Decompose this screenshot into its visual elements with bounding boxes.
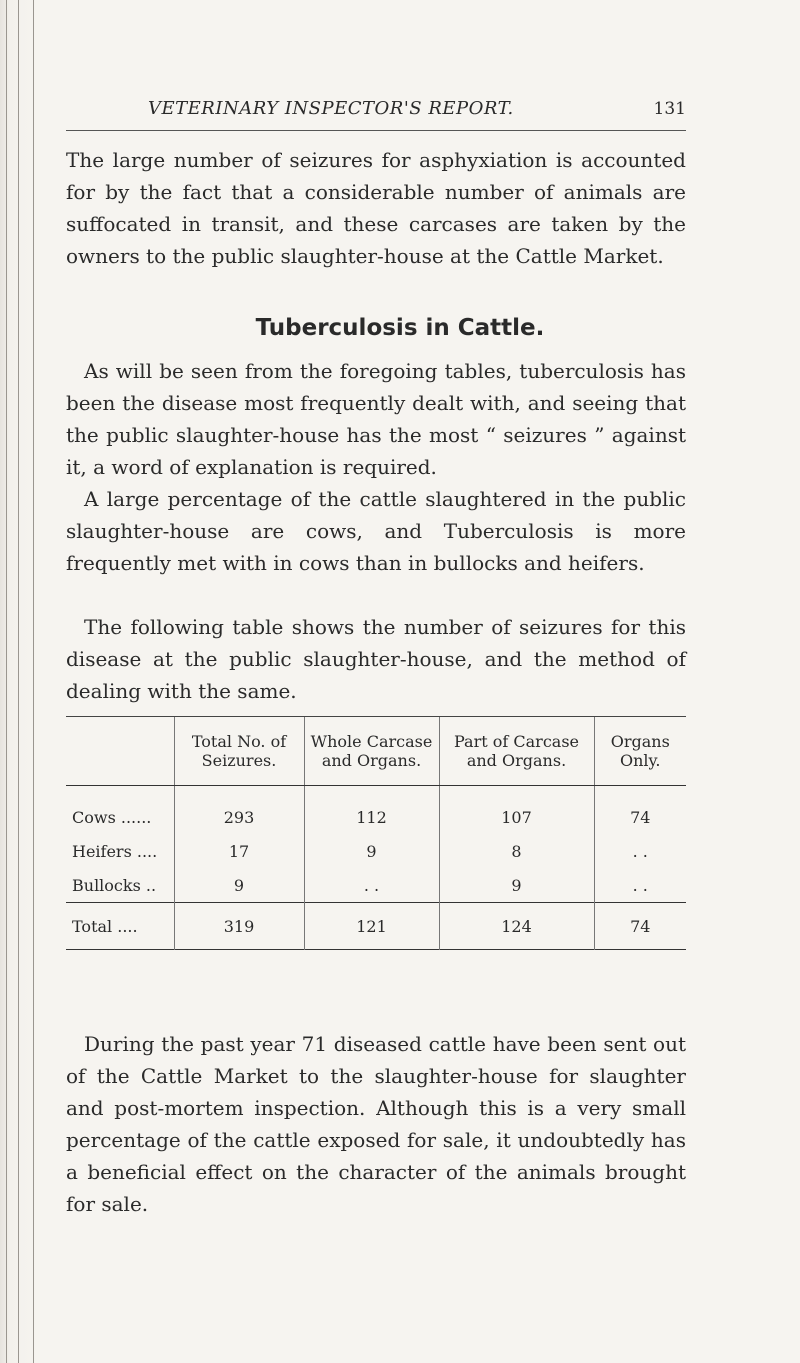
gutter-line: [18, 0, 19, 1363]
header-cell: Whole Carcase and Organs.: [304, 717, 439, 786]
cell-whole: 112: [304, 786, 439, 835]
cell-whole: 121: [304, 903, 439, 950]
cell-part: 124: [439, 903, 594, 950]
table-header-row: [66, 717, 686, 786]
row-label: Bullocks ..: [72, 875, 157, 895]
page-number: 131: [653, 99, 686, 119]
header-cell: Total No. of Seizures.: [174, 717, 304, 786]
paragraph-tuberculosis-intro: As will be seen from the foregoing tables, tuberculosis has been the disease most frequently dealt with, and seeing that the public slaughter-house has the most “ seizures ” against it, a word of explanation is required.: [66, 359, 686, 479]
cell-organs: 74: [594, 903, 686, 950]
cell-organs: . .: [594, 868, 686, 903]
cell-whole: . .: [304, 868, 439, 903]
cell-part: 8: [439, 834, 594, 868]
cell-total: 319: [174, 903, 304, 950]
header-cell: [66, 717, 174, 786]
table-row-bullocks: [66, 868, 686, 903]
cell-organs: . .: [594, 834, 686, 868]
header-cell: Part of Carcase and Organs.: [439, 717, 594, 786]
table-row-total: [66, 903, 686, 950]
gutter-line: [33, 0, 34, 1363]
paragraph-cows: A large percentage of the cattle slaughtered in the public slaughter-house are cows, and Tuberculosis is more frequently met with in cows than in bullocks and heifers.: [66, 487, 686, 575]
page-header: [66, 98, 686, 131]
cell-total: 17: [174, 834, 304, 868]
table-row-cows: [66, 786, 686, 835]
seizures-table: [66, 717, 686, 950]
cell-part: 107: [439, 786, 594, 835]
cell-organs: 74: [594, 786, 686, 835]
cell-total: 9: [174, 868, 304, 903]
row-label: Total ....: [66, 903, 174, 950]
paragraph-asphyxiation: The large number of seizures for asphyxiation is accounted for by the fact that a considerable number of animals are suffocated in transit, and these carcases are taken by the owners to the public slaughter-house at the Cattle Market.: [66, 148, 686, 268]
gutter-line: [6, 0, 7, 1363]
section-heading: Tuberculosis in Cattle.: [255, 315, 545, 341]
row-label: Cows ......: [72, 807, 152, 827]
table-row-heifers: [66, 834, 686, 868]
paragraph-past-year: During the past year 71 diseased cattle have been sent out of the Cattle Market to the slaughter-house for slaughter and post-mortem inspection. Although this is a very small percentage of the cattle exposed for sale, it undoubtedly has a beneficial effect on the character of the animals brought for sale.: [66, 1032, 686, 1216]
paragraph-table-intro: The following table shows the number of seizures for this disease at the public slaughter-house, and the method of dealing with the same.: [66, 615, 686, 703]
cell-total: 293: [174, 786, 304, 835]
running-title: VETERINARY INSPECTOR'S REPORT.: [148, 98, 514, 119]
cell-part: 9: [439, 868, 594, 903]
row-label: Heifers ....: [72, 841, 158, 861]
cell-whole: 9: [304, 834, 439, 868]
header-cell: Organs Only.: [594, 717, 686, 786]
